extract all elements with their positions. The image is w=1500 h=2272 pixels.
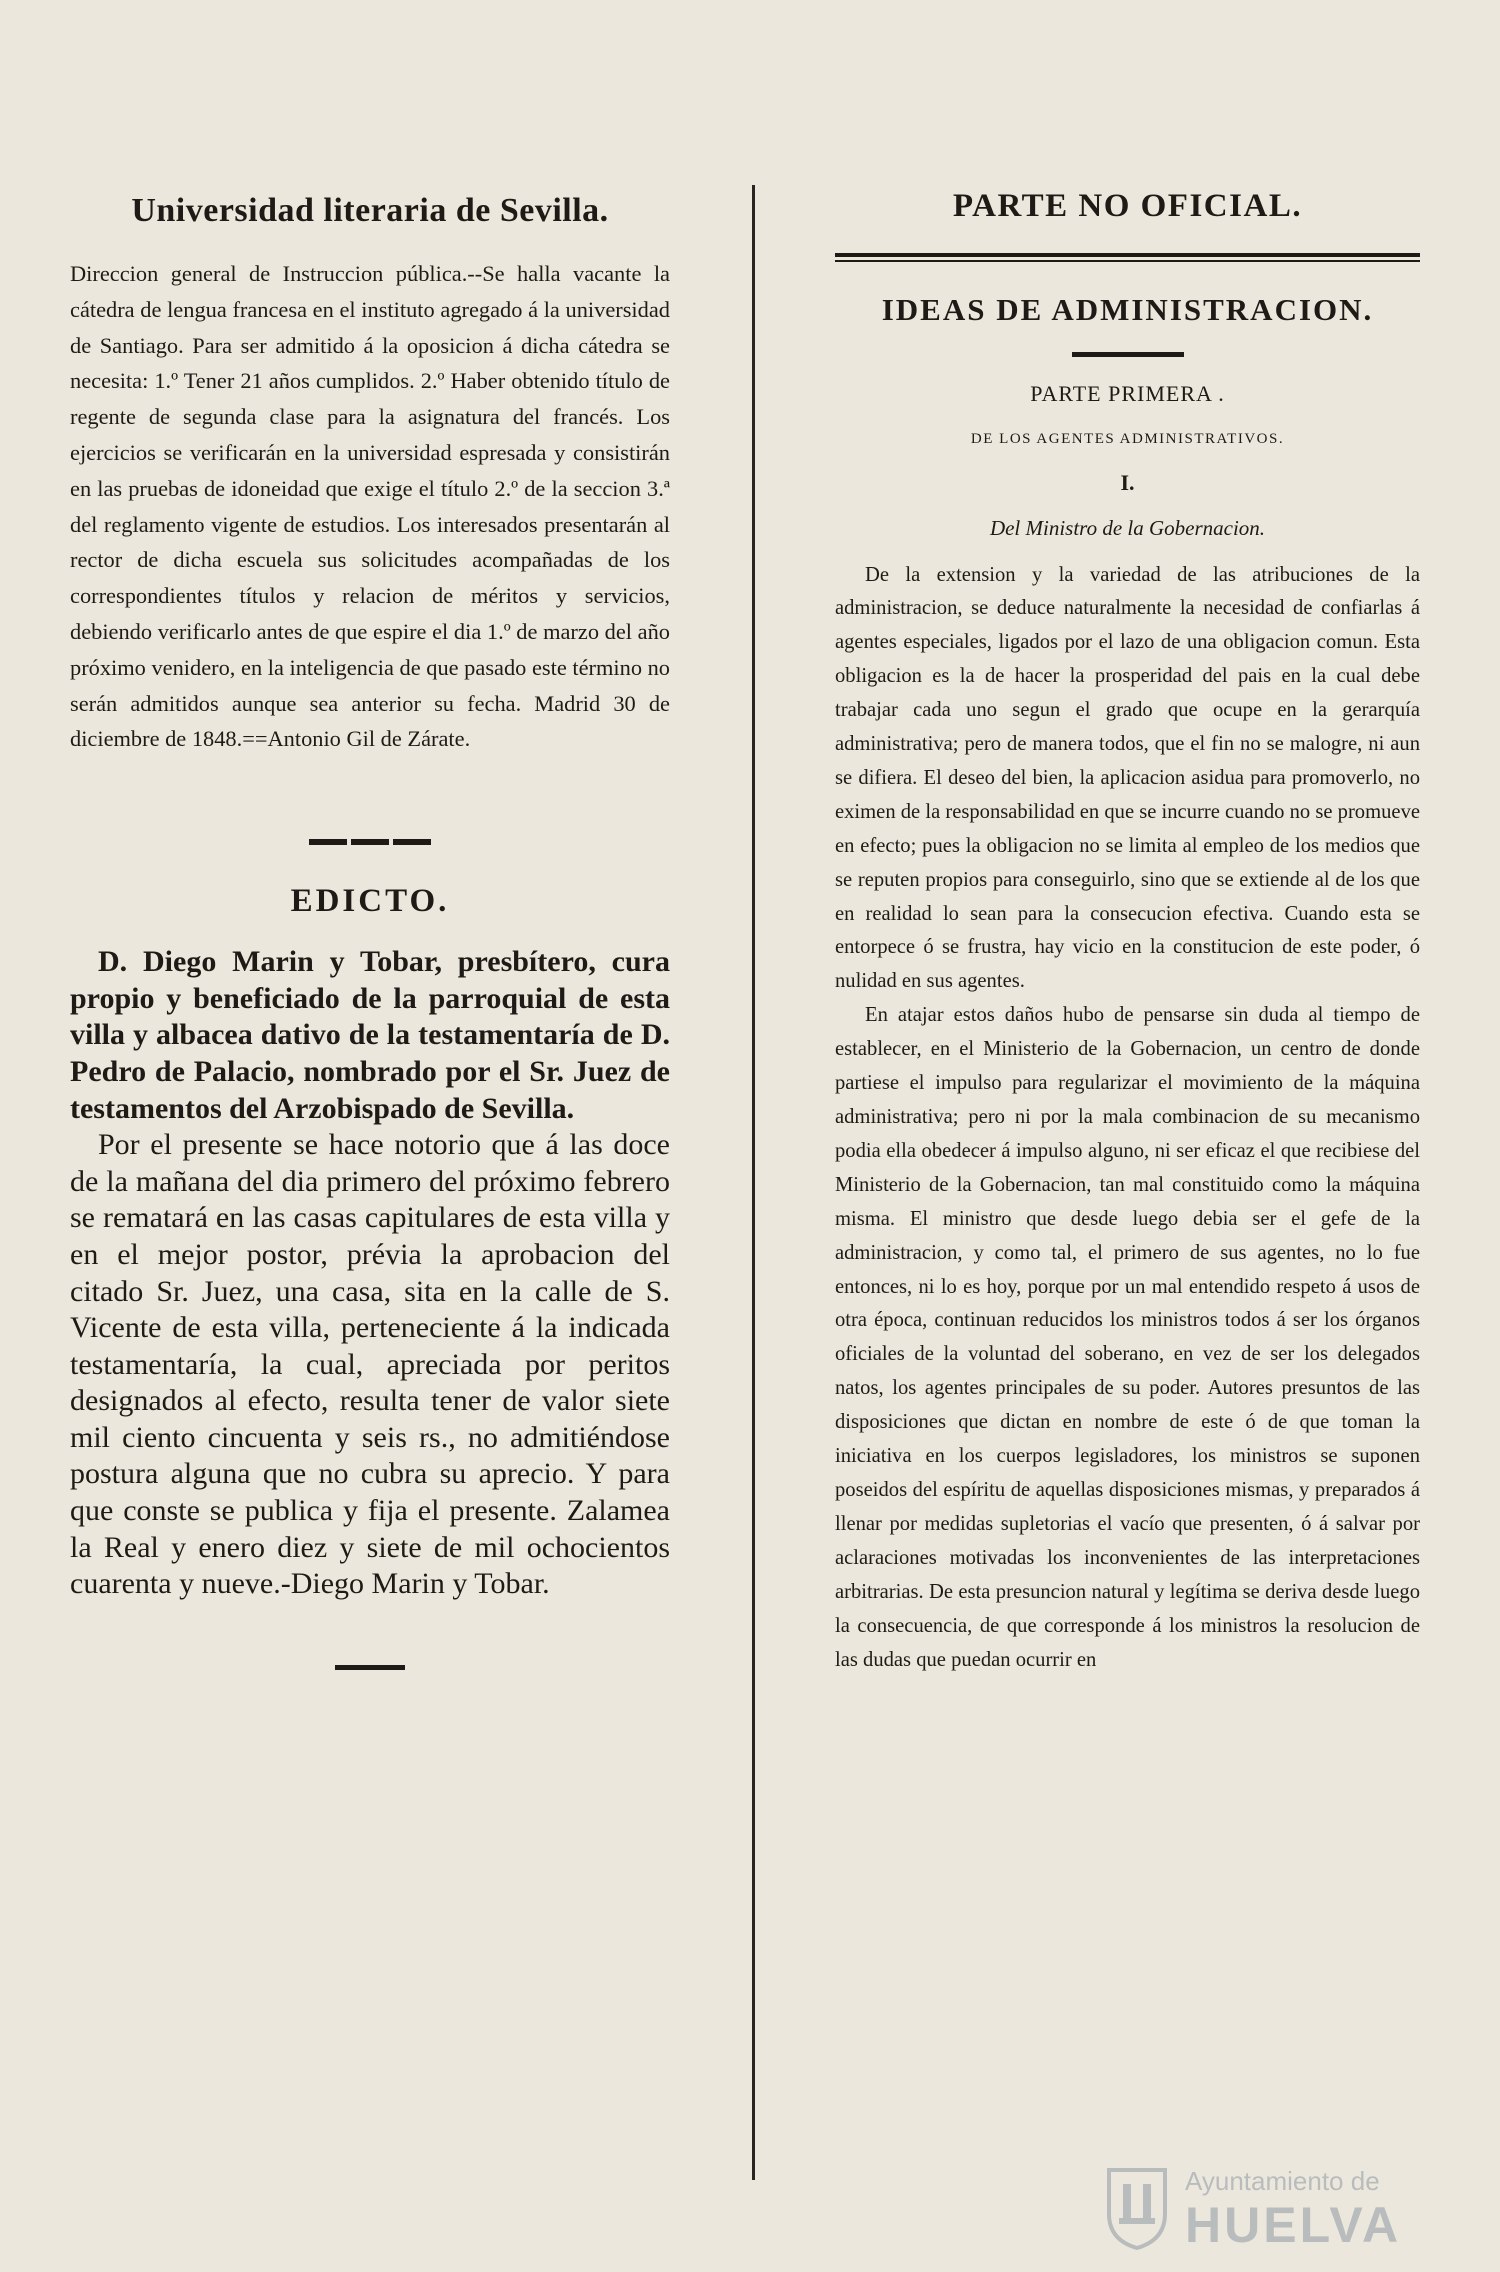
paragraph-2: En atajar estos daños hubo de pensarse sin duda al tiempo de establecer, en el Ministerio de la Gobernacion, un centro de donde partiese el impulso para regularizar el movimiento de la máquina administrativa; pero ni por la mala combinacion de su mecanismo podia ella obedecer á impulso alguno, ni ser eficaz el que recibiese del Ministerio de la Gobernacion, tan mal constituido como la máquina misma. El ministro que desde luego debia ser el gefe de la administracion, y como tal, el primero de sus agentes, no lo fue entonces, ni lo es hoy, porque por un mal entendido respeto á usos de otra época, continuan reducidos los ministros todos á ser los órganos oficiales de la voluntad del soberano, en vez de ser los delegados natos, los agentes principales de su poder. Autores presuntos de las disposiciones que dictan en nombre de este ó de que toman la iniciativa en los cuerpos legisladores, los ministros se suponen poseidos del espíritu de aquellas disposiciones mismas, y preparados á llenar por medidas supletorias el vacío que presenten, ó á salvar por aclaraciones motivadas los inconvenientes de las interpretaciones arbitrarias. De esta presuncion natural y legítima se deriva desde luego la consecuencia, de que corresponde á los ministros la resolucion de las dudas que puedan ocurrir en	[835, 1004, 1420, 1671]
column-divider	[752, 185, 755, 2180]
unofficial-heading: PARTE NO OFICIAL.	[952, 188, 1303, 224]
watermark	[1105, 2158, 1465, 2258]
left-column	[70, 180, 670, 1670]
short-rule	[1072, 352, 1184, 357]
section-separator	[70, 839, 670, 845]
article-subtitle: Del Ministro de la Gobernacion.	[989, 515, 1266, 540]
edict-heading: EDICTO.	[290, 883, 450, 920]
double-rule	[835, 253, 1420, 262]
vacancy-notice: Direccion general de Instruccion pública.--Se halla vacante la cátedra de lengua francesa en el instituto agregado á la universidad de Santiago. Para ser admitido á la oposicion á dicha cátedra se necesita: 1.º Tener 21 años cumplidos. 2.º Haber obtenido título de regente de segunda clase para la asignatura del francés. Los ejercicios se verificarán en la universidad espresada y consistirán en las pruebas de idoneidad que exige el título 2.º de la seccion 3.ª del reglamento vigente de estudios. Los interesados presentarán al rector de dicha escuela sus solicitudes acompañadas de los correspondientes títulos y relacion de méritos y servicios, debiendo verificarlo antes de que espire el dia 1.º de marzo del año próximo venidero, en la inteligencia de que pasado este término no serán admitidos aunque sea anterior su fecha. Madrid 30 de diciembre de 1848.==Antonio Gil de Zárate.	[70, 261, 670, 752]
edict-lead: D. Diego Marin y Tobar, presbítero, cura propio y beneficiado de la parroquial de esta villa y albacea dativo de la testamentaría de D. Pedro de Palacio, nombrado por el Sr. Juez de testamentos del Arzobispado de Sevilla.	[70, 945, 670, 1125]
section-title: IDEAS DE ADMINISTRACION.	[881, 291, 1374, 327]
end-rule	[335, 1665, 405, 1670]
city-shield-icon	[1105, 2164, 1169, 2250]
part-title: PARTE PRIMERA .	[1030, 380, 1225, 406]
watermark-line2: HUELVA	[1185, 2197, 1402, 2253]
edict-body: Por el presente se hace notorio que á las doce de la mañana del dia primero del próximo febrero se rematará en las casas capitulares de esta villa y en el mejor postor, prévia la aprobacion del citado Sr. Juez, una casa, sita en la calle de S. Vicente de esta villa, perteneciente á la indicada testamentaría, la cual, apreciada por peritos designados al efecto, resulta tener de valor siete mil ciento cincuenta y seis rs., no admitiéndose postura alguna que no cubra su aprecio. Y para que conste se publica y fija el presente. Zalamea la Real y enero diez y siete de mil ochocientos cuarenta y nueve.-Diego Marin y Tobar.	[70, 1128, 670, 1601]
right-column	[835, 180, 1420, 1677]
chapter-number: I.	[1120, 469, 1135, 495]
university-heading: Universidad literaria de Sevilla.	[131, 192, 609, 229]
chapter-title: DE LOS AGENTES ADMINISTRATIVOS.	[970, 430, 1285, 447]
watermark-line1: Ayuntamiento de	[1185, 2166, 1380, 2196]
paragraph-1: De la extension y la variedad de las atribuciones de la administracion, se deduce naturalmente la necesidad de confiarlas á agentes especiales, ligados por el lazo de una obligacion comun. Esta obligacion es la de hacer la prosperidad del pais en la cual debe trabajar cada uno segun el grado que ocupe en la gerarquía administrativa; pero de manera todos, que el fin no se malogre, ni aun se difiera. El deseo del bien, la aplicacion asidua para promoverlo, no eximen de la responsabilidad en que se incurre cuando no se promueve en efecto; pues la obligacion no se limita al empleo de los medios que se reputen propios para conseguirlo, sino que se extiende al de los que en realidad lo sean para la consecucion efectiva. Cuando esta se entorpece ó se frustra, hay vicio en la constitucion de este poder, ó nulidad en sus agentes.	[835, 563, 1421, 993]
